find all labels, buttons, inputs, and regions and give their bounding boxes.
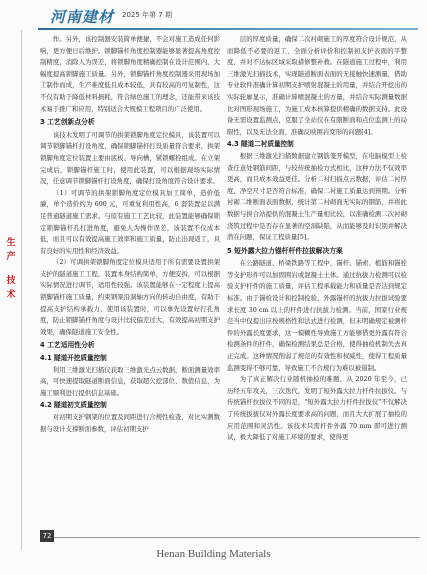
section-heading: 4 工艺适用性分析 bbox=[40, 341, 95, 350]
side-tab-char: 生 bbox=[6, 238, 16, 248]
page-number: 72 bbox=[40, 530, 54, 542]
side-tab-char: 术 bbox=[6, 290, 16, 300]
section-heading: 3 工艺创新点分析 bbox=[40, 118, 95, 127]
section-heading: 4.3 隧道二衬质量控制 bbox=[227, 140, 294, 149]
paragraph: 作。另外，该控制器安装简单便捷，不会对施工造成任何影响，更方便日后维护。锁脚锚杆角度控制器能够显著提高角度控制精度，消除人为误差，将锁脚角度精确控制在设计范围内，大幅度提高锁脚施工质量。另外，锁脚锚杆角度控制器采用现场加工制作而成，生产难度低且成本较低，具有较高的可复制性，这不仅有助于降低材料损耗，符合绿色施工的理念，还能带来该技术易于推广和应用，特别适合大规模工程项目的广泛使用。 bbox=[40, 35, 220, 113]
journal-title: 河南建材 bbox=[50, 8, 115, 26]
left-column bbox=[40, 34, 220, 435]
header-rule bbox=[38, 28, 418, 30]
section-heading: 5 短外露大拉力锚杆杆件拉拔解决方案 bbox=[227, 246, 343, 255]
paragraph: 层的厚度质量，确保二次衬砌施工的厚度符合设计规范，从而降低不必要的返工，全面分析评价和控制初支护表面的平整度，并对不达标区域采取措修整补救。在隧道施工过程中，利用三维激光扫描技术，实现隧道断面表面的无接触快速测量，借助专业软件准确计算初期支护喷射混凝土的用量，并结合开挖出的实际轮廓显示，准确计算喷混凝土的方量，并结合实际测量数据比对图形现场施工，为施工成本核算提供精确的数据支持。此设备无需设置监测点，克服了全站仪在有限断面和点位监测上的局限性，以及无法全面、准确反映围岩变形的问题[4]。 bbox=[227, 35, 407, 136]
footer-rule bbox=[40, 537, 420, 538]
paragraph: （2）可调拱架锁脚角度定位模具适用于所有需要设置拱架支护的隧道施工工程，装置本身结构简单，方便安拆，可以根据实际情况进行调节，适用性较强。该装置能够在一定程度上提高锁脚锚杆施工质量，约束钢架沿洞轴方向的转动自由度，有助于提高支护结构承载力，使用该装置时，可以事先设置好打孔角度，防止锁脚锚杆角度与设计比较偏差过大，有效提高初期支护效果，确保隧道施工安全性。 bbox=[40, 258, 220, 336]
journal-issue: 2025 年第 7 期 bbox=[122, 11, 172, 19]
paragraph: 为了真正解决行业随机抽检的难题，从 2020 年至今，已历经五年攻关，三次迭代，发明了短外露大拉力杆件拉拔仪。与传统锚杆拉拔仪不同的是，"短外露大拉力杆件拉拔仪"不仅解决了传统拔拔仪对外露长度要求高的问题，而且大大扩展了抽检的应用范围和灵活性。该技术只需杆件外露 70 mm 即可进行测试，极大降低了对施工环境的要求，使得更 bbox=[227, 375, 407, 442]
paragraph: 利用三维激光扫描仪获取三维激光点云数据，断面测量效率高，可快速提取隧道断面信息，获取超欠挖部位、数值信息，为施工顺利进行提供信息基础。 bbox=[40, 365, 220, 397]
paragraph: 在公路隧道、桥梁铁路等工程中，锚杆、锚索、植筋和锚栓等支护形件可以加固围岩或混凝土土体。通过抗拔力检测可以检验支护杆件的施工质量，评估工程承载能力和质量是否达到规定标准。由于锚检设计和控制检验，外露锚杆的抗拔力拉拔试验要求长度 30 cm 以上的杆件进行抗拔力检测。当前，国家行业规范当中仅提出应按规格性和法式进行检测，但未明确规定被测杆件的外露长度要求，这一模糊性导致施工方能够借更外露有符合检测条件的杆件，确保检测结果总是合格，使得抽检机制失去真正完成。这种情况削弱了规范的有效性和权威性，使得工程质量监测变得不够可靠，导致施工不合规行为难以被遏制。 bbox=[227, 259, 407, 372]
page-header bbox=[0, 0, 427, 38]
footer-journal-name: Henan Building Materials bbox=[156, 548, 271, 560]
paragraph: 根据三维激光扫描数据建立钢筋笼开模型，在电脑模型上检查任意处钢筋间距，与较传统抽检方式相比，这种方法不仅效率更高，而且成本效益更佳。分析二衬扫描点云数据，评估二衬厚度、净空尺寸是否符合标准，确保二衬施工质量达到预期。分析衬砌二维断面表面数据，统计第二衬砌面无实际的钢筋，并将此数据与拼合站提供的混凝土生产量相比较，以准确检测二次衬砌浇筑过程中是否存在显著的空洞缺陷，从而能够及时识别并解决潜在问题，保证工程质量[5]。 bbox=[227, 151, 407, 242]
right-column bbox=[227, 34, 407, 444]
section-heading: 4.2 隧道初支质量控制 bbox=[40, 401, 107, 410]
paragraph: （1）可调节的拱架锁脚角度定位模具加工简单，造价低廉，单个造价约为 600 元，可重复利用性高，6 套装置足以满足普通隧道施工需求。与原有施工工艺比较，此装置能够确保锁定锁脚锚杆孔打进角度，避免人为操作误差，该装置不仅成本低，而且可以有效提高施工效率和施工质量，防止出现返工，具有良好的实用性和经济效益。 bbox=[40, 188, 220, 255]
side-divider bbox=[21, 30, 22, 550]
side-tab-char: 产 bbox=[6, 252, 16, 262]
section-side-tab bbox=[3, 236, 19, 312]
section-heading: 4.1 隧道开挖质量控制 bbox=[40, 354, 107, 363]
side-tab-char: 技 bbox=[6, 276, 16, 286]
paragraph: 该技术发明了可调节的拱架锁脚角度定位模具，该装置可以调节锁脚锚杆打设角度，确保锁脚锚杆打设质量符合要求，拱架锁脚角度定位装置主要由底板、导向槽、紧锁螺栓组成。在立架完成后，锁脚锚杆施工时，使用此装置，可以根据现场实际情况，任意调节锁脚锚杆打设角度，确保打设角度符合设计要求。 bbox=[40, 130, 220, 186]
paragraph: 对初期支护钢架的位置及间距进行合规性检查，对比实测数据与设计支撑断面参数，评估初期支护 bbox=[40, 413, 220, 433]
